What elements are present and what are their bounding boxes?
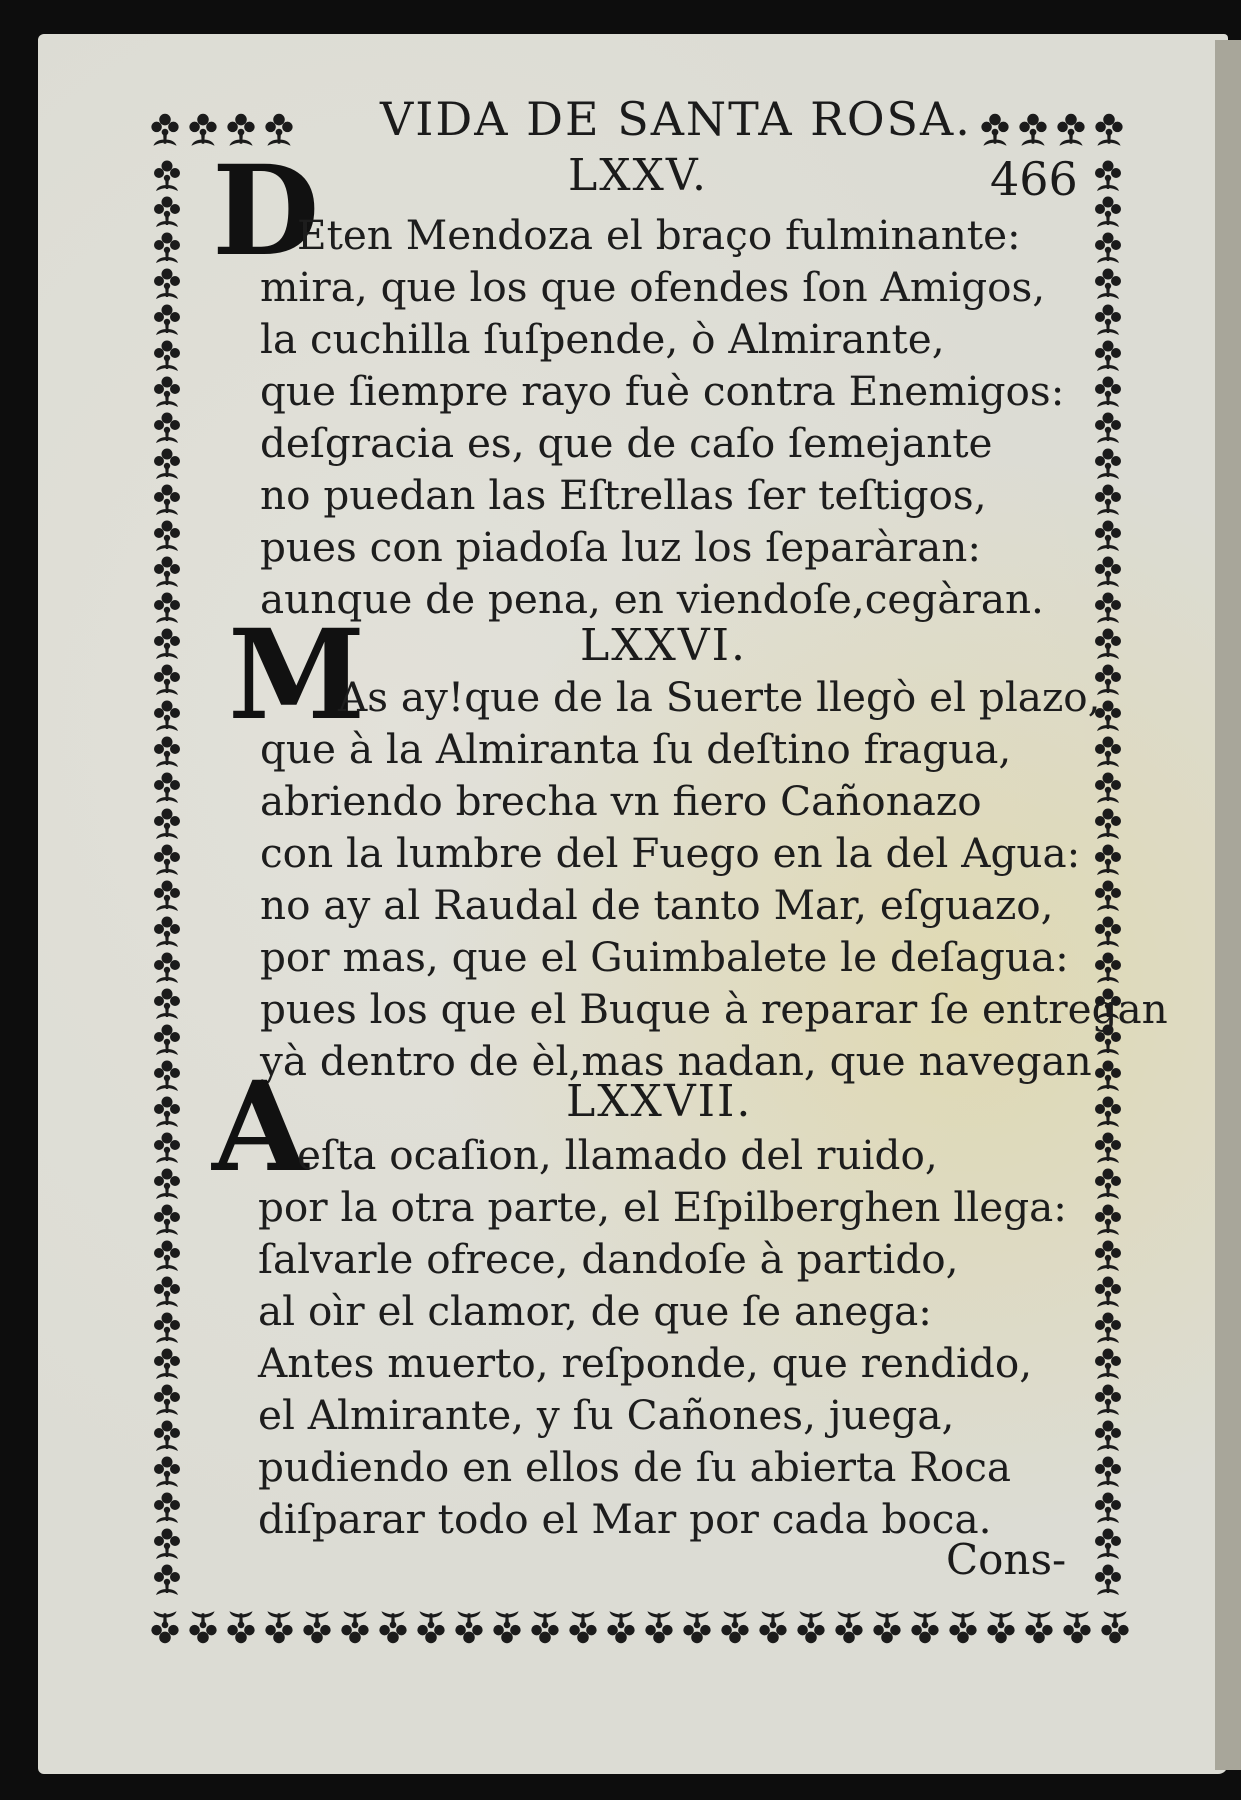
verse-line: no puedan las Eſtrellas ſer teſtigos, bbox=[260, 471, 987, 519]
verse-line: ſalvarle ofrece, dandoſe à partido, bbox=[258, 1235, 959, 1283]
verse-line: Antes muerto, reſponde, que rendido, bbox=[258, 1339, 1033, 1387]
verse-line: que à la Almiranta ſu deſtino fragua, bbox=[260, 725, 1012, 773]
running-head: VIDA DE SANTA ROSA. bbox=[380, 92, 972, 146]
stanza-numeral: LXXVII. bbox=[566, 1076, 753, 1127]
verse-line: mira, que los que ofendes ſon Amigos, bbox=[260, 263, 1046, 311]
verse-line: que ſiempre rayo fuè contra Enemigos: bbox=[260, 367, 1065, 415]
page-number: 466 bbox=[990, 152, 1078, 206]
drop-cap: D bbox=[212, 139, 320, 284]
verse-line: pudiendo en ellos de ſu abierta Roca bbox=[258, 1443, 1012, 1491]
verse-line: el Almirante, y ſu Cañones, juega, bbox=[258, 1391, 955, 1439]
drop-cap: A bbox=[212, 1055, 309, 1200]
verse-line: yà dentro de èl,mas nadan, que navegan. bbox=[260, 1037, 1105, 1085]
verse-line: pues los que el Buque à reparar ſe entregan bbox=[260, 985, 1168, 1033]
verse-line: eſta ocaſion, llamado del ruido, bbox=[297, 1131, 938, 1179]
verse-line: con la lumbre del Fuego en la del Agua: bbox=[260, 829, 1081, 877]
verse-line: al oìr el clamor, de que ſe anega: bbox=[258, 1287, 932, 1335]
verse-line: aunque de pena, en viendoſe,cegàran. bbox=[260, 575, 1044, 623]
stanza-numeral: LXXV. bbox=[568, 150, 708, 201]
catchword: Cons- bbox=[946, 1535, 1067, 1584]
drop-cap: M bbox=[228, 603, 366, 748]
verse-line: deſgracia es, que de caſo ſemejante bbox=[260, 419, 993, 467]
verse-line: la cuchilla ſuſpende, ò Almirante, bbox=[260, 315, 945, 363]
verse-line: As ay!que de la Suerte llegò el plazo, bbox=[338, 673, 1101, 721]
verse-line: Eten Mendoza el braço fulminante: bbox=[297, 211, 1021, 259]
verse-line: no ay al Raudal de tanto Mar, eſguazo, bbox=[260, 881, 1054, 929]
verse-line: abriendo brecha vn fiero Cañonazo bbox=[260, 777, 982, 825]
verse-line: pues con piadoſa luz los ſeparàran: bbox=[260, 523, 982, 571]
verse-line: diſparar todo el Mar por cada boca. bbox=[258, 1495, 992, 1543]
verse-line: por mas, que el Guimbalete le deſagua: bbox=[260, 933, 1069, 981]
stanza-numeral: LXXVI. bbox=[580, 620, 748, 671]
verse-line: por la otra parte, el Eſpilberghen llega: bbox=[258, 1183, 1067, 1231]
